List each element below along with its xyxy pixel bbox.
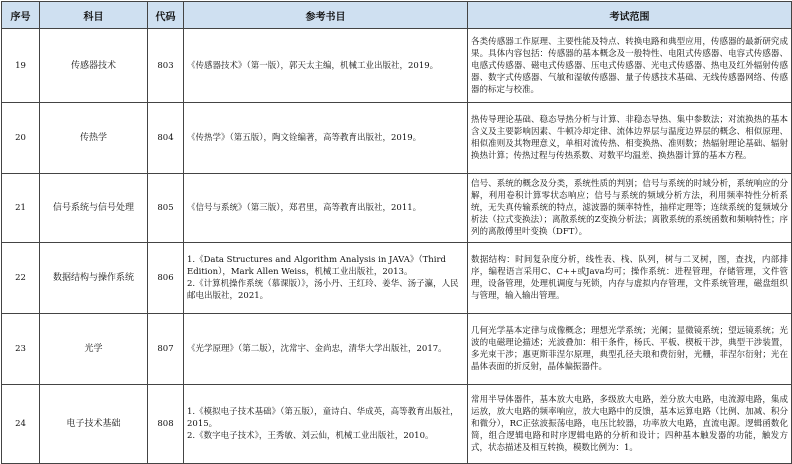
row-scope: 常用半导体器件，基本放大电路，多级放大电路，差分放大电路，电流源电路，集成运放，放大电路的频率响应，放大电路中的反馈，基本运算电路（比例、加减、积分和微分），RC正弦波振荡电路，电压比较器，功率放大电路，直流电源。逻辑函数化简，组合逻辑电路和时序逻辑电路的分析和设计；四种基本触发器的功能，触发方式，状态描述及相互转换，模数比例为：1。 [468,385,792,464]
row-seq: 21 [2,174,40,243]
header-code: 代码 [148,2,184,29]
row-seq: 22 [2,243,40,314]
row-code: 808 [148,385,184,464]
table-row [2,174,792,243]
exam-table [1,1,792,464]
table-row [2,243,792,314]
header-seq: 序号 [2,2,40,29]
row-seq: 24 [2,385,40,464]
book-entry: 《传热学》（第五版），陶文铨编著，高等教育出版社，2019。 [187,133,422,143]
row-code: 803 [148,29,184,103]
row-code: 805 [148,174,184,243]
row-books [184,314,468,385]
row-subject: 光学 [40,314,148,385]
row-scope: 热传导理论基础、稳态导热分析与计算、非稳态导热、集中参数法；对流换热的基本含义及主要影响因素、牛顿冷却定律、流体边界层与温度边界层的概念、相似原理、相似准则及其物理意义，单相对流传热、相变换热、准则数；热辐射理论基础、辐射换热计算；传热过程与传热系数、对数平均温差、换热器计算的基本方程。 [468,103,792,174]
book-entry: 1.《模拟电子技术基础》（第五版），童诗白、华成英，高等教育出版社，2015。 [187,407,459,429]
row-books [184,243,468,314]
header-scope: 考试范围 [468,2,792,29]
row-subject: 数据结构与操作系统 [40,243,148,314]
row-books [184,29,468,103]
row-seq: 20 [2,103,40,174]
header-books: 参考书目 [184,2,468,29]
row-scope: 数据结构：时间复杂度分析，线性表、栈、队列，树与二叉树，图，查找，内部排序，编程语言采用C、C++或Java均可；操作系统：进程管理，存储管理，文件管理，设备管理，处理机调度与死锁，内存与虚拟内存管理，文件系统管理，磁盘组织与管理，输入输出管理。 [468,243,792,314]
row-books [184,385,468,464]
row-subject: 信号系统与信号处理 [40,174,148,243]
row-scope: 各类传感器工作原理、主要性能及特点、转换电路和典型应用，传感器的最新研究成果。具体内容包括：传感器的基本概念及一般特性、电阻式传感器、电容式传感器、电感式传感器、磁电式传感器、压电式传感器、光电式传感器、热电及红外辐射传感器、数字式传感器、气敏和湿敏传感器、量子传感技术基础、无线传感器网络、传感器的标定与校准。 [468,29,792,103]
book-entry: 《信号与系统》（第三版），郑君里，高等教育出版社，2011。 [187,203,422,213]
row-code: 807 [148,314,184,385]
row-books [184,103,468,174]
book-entry: 2.《数字电子技术》，王秀敏、刘云仙，机械工业出版社，2010。 [187,431,434,441]
row-books [184,174,468,243]
row-seq: 23 [2,314,40,385]
table-row [2,29,792,103]
book-entry: 1.《Data Structures and Algorithm Analysis in JAVA》（Third Edition），Mark Allen Weiss，机械工业出版社，2013。 [187,255,446,277]
row-subject: 传感器技术 [40,29,148,103]
book-entry: 2.《计算机操作系统（慕课版）》，汤小丹、王红玲、姜华、汤子瀛，人民邮电出版社，2021。 [187,279,459,301]
row-code: 806 [148,243,184,314]
table-row [2,314,792,385]
header-row [2,2,792,29]
row-code: 804 [148,103,184,174]
row-subject: 电子技术基础 [40,385,148,464]
row-scope: 几何光学基本定律与成像概念；理想光学系统；光阑；显微镜系统；望远镜系统；光波的电磁理论描述；光波叠加：相干条件，杨氏、平板、楔板干涉，典型干涉装置，多光束干涉；惠更斯菲涅尔原理，典型孔径夫琅和费衍射，光栅，菲涅尔衍射；光在晶体表面的折反射，晶体偏振器件。 [468,314,792,385]
table-row [2,103,792,174]
book-entry: 《光学原理》（第二版），沈常宇、金尚忠，清华大学出版社，2017。 [187,344,447,354]
book-entry: 《传感器技术》（第一版），郭天太主编，机械工业出版社，2019。 [187,60,439,71]
header-subject: 科目 [40,2,148,29]
row-subject: 传热学 [40,103,148,174]
row-scope: 信号、系统的概念及分类，系统性质的判别；信号与系统的时域分析，系统响应的分解，利用卷积计算零状态响应；信号与系统的频域分析方法，利用频率特性分析系统，无失真传输系统的特点，滤波器的频率特性，抽样定理等；连续系统的复频域分析法（拉式变换法）；离散系统的Z变换分析法；离散系统的系统函数和频响特性；序列的离散傅里叶变换（DFT）。 [468,174,792,243]
row-seq: 19 [2,29,40,103]
table-row [2,385,792,464]
